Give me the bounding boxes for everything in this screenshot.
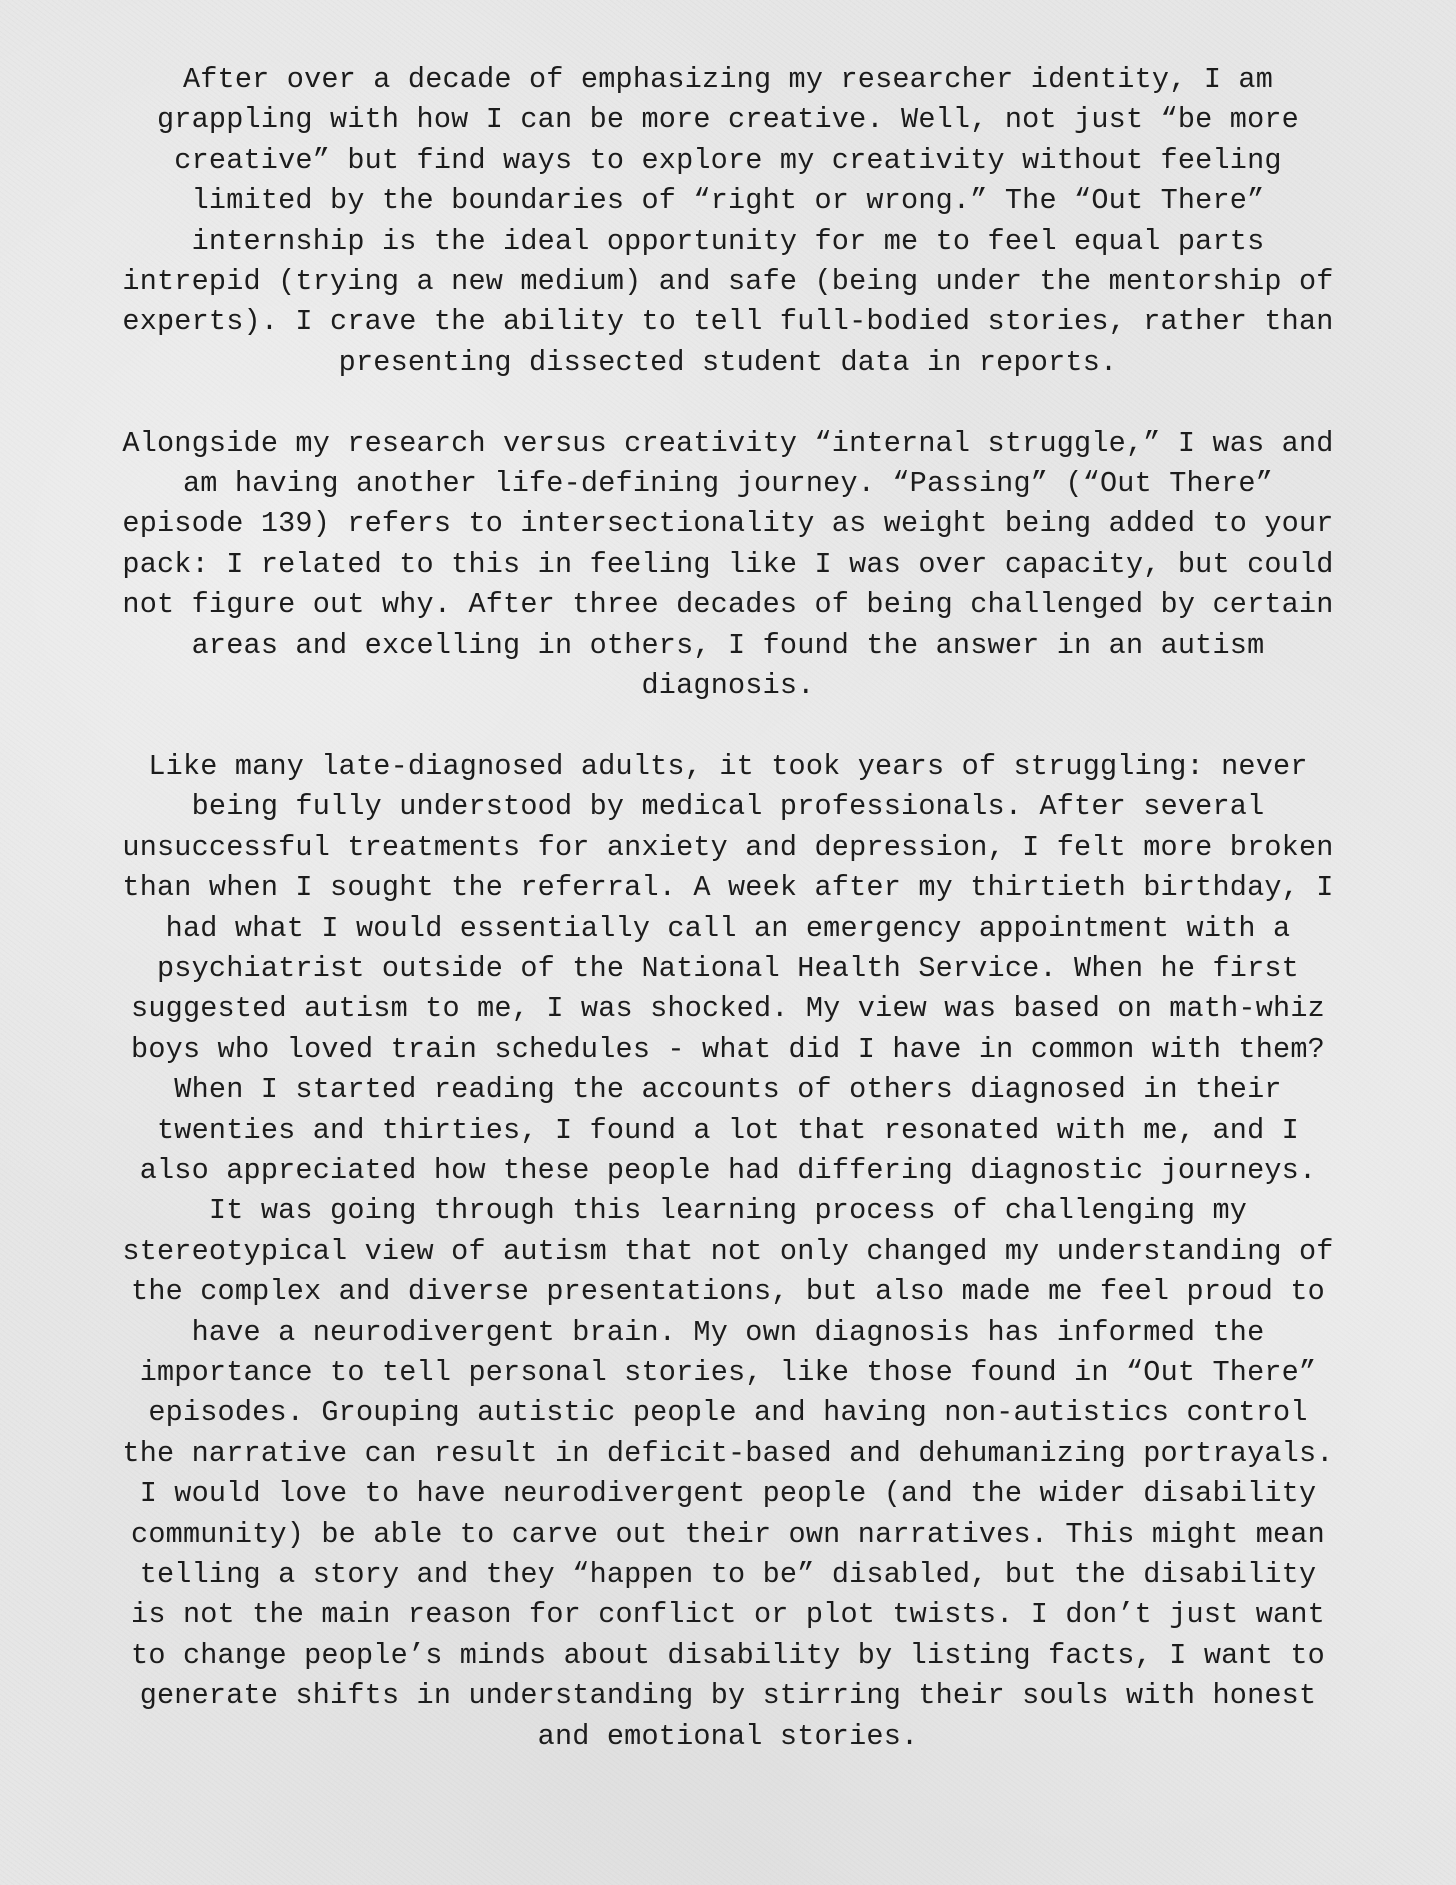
text-line: experts). I crave the ability to tell full-bodied stories, rather than [122, 305, 1334, 339]
text-line: internship is the ideal opportunity for me to feel equal parts [191, 224, 1265, 258]
text-line: had what I would essentially call an emergency appointment with a [165, 911, 1291, 945]
text-line: not figure out why. After three decades of being challenged by certain [122, 588, 1334, 622]
text-line: psychiatrist outside of the National Health Service. When he first [157, 951, 1299, 985]
text-line: diagnosis. [641, 669, 815, 703]
text-line: After over a decade of emphasizing my researcher identity, I am [182, 63, 1274, 96]
text-line: importance to tell personal stories, like those found in “Out There” [139, 1355, 1317, 1389]
text-line: Alongside my research versus creativity “internal struggle,” I was and [122, 426, 1334, 460]
text-line: boys who loved train schedules - what did I have in common with them? [131, 1032, 1325, 1066]
text-line: areas and excelling in others, I found the answer in an autism [191, 628, 1265, 662]
paragraph-2 [80, 424, 1376, 707]
paragraph-3 [80, 747, 1376, 1757]
text-line: am having another life-defining journey. “Passing” (“Out There” [182, 467, 1274, 501]
text-line: grappling with how I can be more creative. Well, not just “be more [157, 103, 1299, 137]
text-line: limited by the boundaries of “right or wrong.” The “Out There” [191, 184, 1265, 218]
text-line: presenting dissected student data in reports. [338, 345, 1118, 379]
text-line: and emotional stories. [537, 1719, 919, 1753]
text-line: stereotypical view of autism that not only changed my understanding of [122, 1234, 1334, 1268]
text-line: the narrative can result in deficit-based and dehumanizing portrayals. [122, 1436, 1334, 1470]
text-line: to change people’s minds about disability by listing facts, I want to [131, 1638, 1325, 1672]
text-line: twenties and thirties, I found a lot that resonated with me, and I [157, 1113, 1299, 1147]
text-line: is not the main reason for conflict or plot twists. I don’t just want [131, 1598, 1325, 1632]
document-body [80, 60, 1376, 1797]
text-line: being fully understood by medical professionals. After several [191, 790, 1265, 824]
text-line: unsuccessful treatments for anxiety and depression, I felt more broken [122, 830, 1334, 864]
text-line: have a neurodivergent brain. My own diagnosis has informed the [191, 1315, 1265, 1349]
text-line: also appreciated how these people had differing diagnostic journeys. [139, 1153, 1317, 1187]
text-line: suggested autism to me, I was shocked. My view was based on math-whiz [131, 992, 1325, 1026]
text-line: telling a story and they “happen to be” disabled, but the disability [139, 1558, 1317, 1591]
text-line: intrepid (trying a new medium) and safe (being under the mentorship of [122, 265, 1334, 299]
text-line: When I started reading the accounts of others diagnosed in their [174, 1073, 1282, 1107]
paragraph-1 [80, 60, 1376, 383]
text-line: episodes. Grouping autistic people and having non-autistics control [148, 1396, 1308, 1430]
text-line: pack: I related to this in feeling like I was over capacity, but could [122, 547, 1334, 581]
text-line: generate shifts in understanding by stirring their souls with honest [139, 1679, 1317, 1713]
text-line: It was going through this learning process of challenging my [208, 1194, 1248, 1228]
text-line: episode 139) refers to intersectionality as weight being added to your [122, 507, 1334, 541]
text-line: community) be able to carve out their own narratives. This might mean [131, 1517, 1325, 1551]
text-line: Like many late-diagnosed adults, it took years of struggling: never [148, 749, 1308, 783]
text-line: than when I sought the referral. A week after my thirtieth birthday, I [122, 871, 1334, 905]
text-line: the complex and diverse presentations, but also made me feel proud to [131, 1275, 1325, 1309]
text-line: I would love to have neurodivergent people (and the wider disability [139, 1477, 1317, 1511]
text-line: creative” but find ways to explore my creativity without feeling [174, 143, 1282, 177]
